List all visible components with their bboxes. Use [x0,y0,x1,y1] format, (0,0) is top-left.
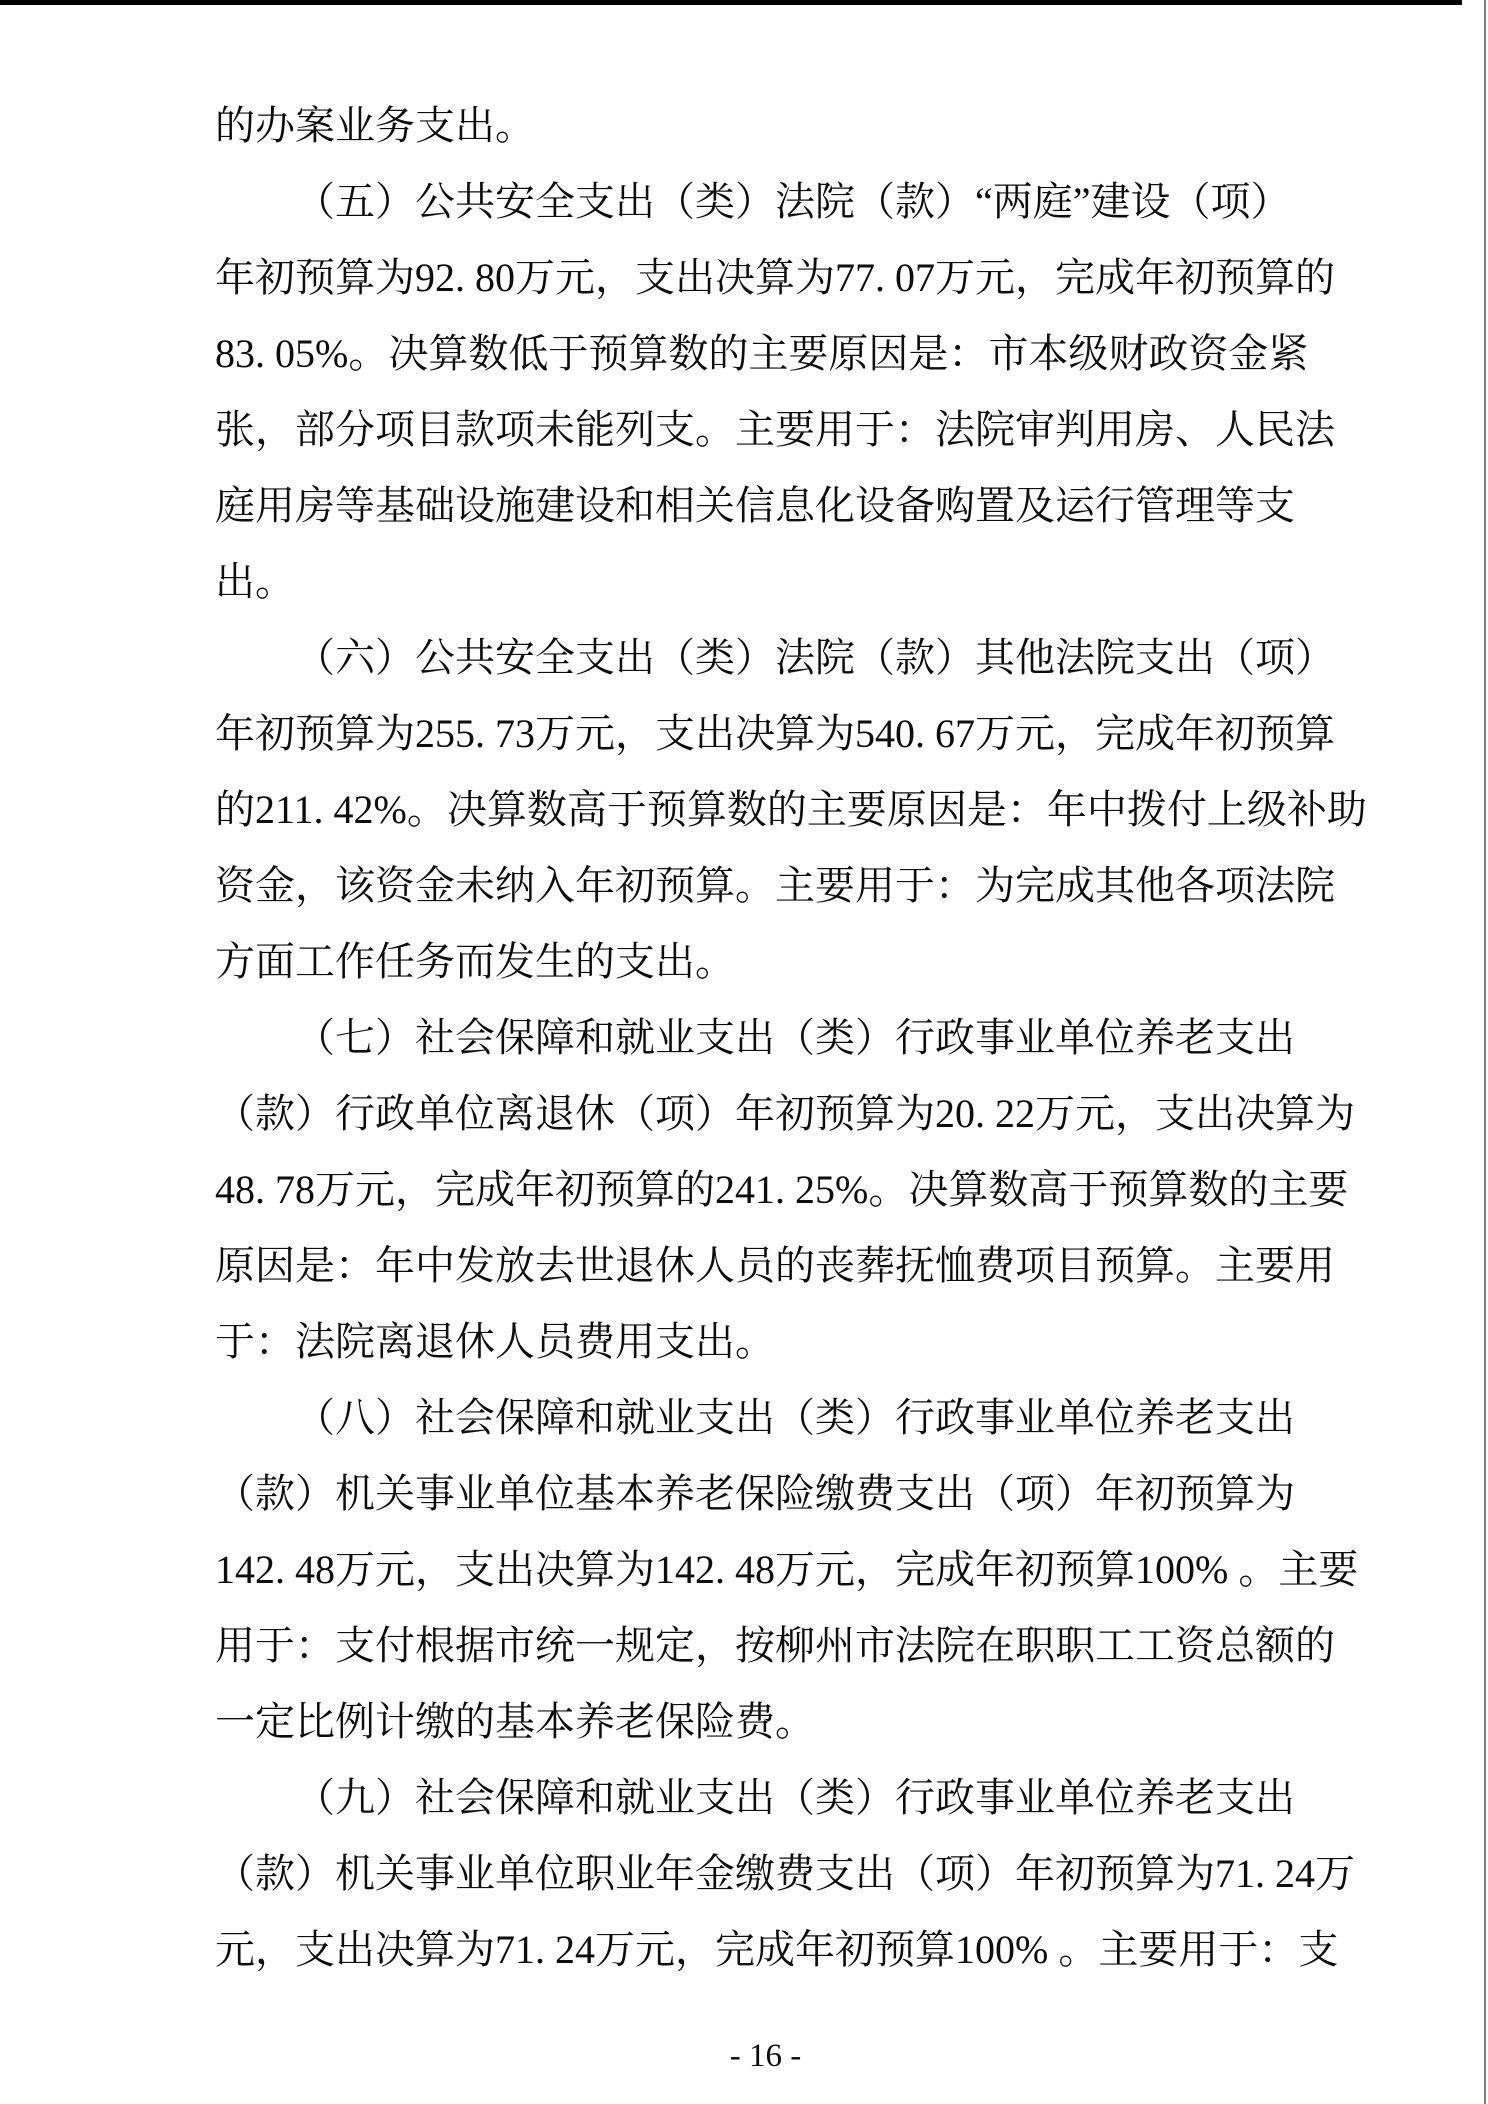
text-line: 48. 78万元，完成年初预算的241. 25%。决算数高于预算数的主要 [215,1167,1349,1212]
text-line: 方面工作任务而发生的支出。 [215,939,735,984]
text-line: 张，部分项目款项未能列支。主要用于：法院审判用房、人民法 [215,407,1335,452]
text-line: 元，支出决算为71. 24万元，完成年初预算100% 。主要用于：支 [215,1927,1339,1972]
scan-edge-right [1484,0,1486,2104]
text-line: 年初预算为255. 73万元，支出决算为540. 67万元，完成年初预算 [215,711,1335,756]
text-line: （款）机关事业单位职业年金缴费支出（项）年初预算为71. 24万 [215,1851,1355,1896]
document-body [215,88,1375,1988]
text-line: （五）公共安全支出（类）法院（款）“两庭”建设（项） [295,179,1291,224]
text-line: （款）行政单位离退休（项）年初预算为20. 22万元，支出决算为 [215,1091,1355,1136]
text-line: 142. 48万元，支出决算为142. 48万元，完成年初预算100% 。主要 [215,1547,1359,1592]
text-line: 的211. 42%。决算数高于预算数的主要原因是：年中拨付上级补助 [215,787,1367,832]
text-line: 原因是：年中发放去世退休人员的丧葬抚恤费项目预算。主要用 [215,1243,1335,1288]
text-line: （九）社会保障和就业支出（类）行政事业单位养老支出 [295,1775,1295,1820]
scan-edge-top [0,0,1462,5]
text-line: （六）公共安全支出（类）法院（款）其他法院支出（项） [295,635,1335,680]
text-line: （八）社会保障和就业支出（类）行政事业单位养老支出 [295,1395,1295,1440]
text-line: 出。 [215,559,295,604]
text-line: 的办案业务支出。 [215,103,535,148]
text-line: 庭用房等基础设施建设和相关信息化设备购置及运行管理等支 [215,483,1295,528]
text-line: 资金，该资金未纳入年初预算。主要用于：为完成其他各项法院 [215,863,1335,908]
text-line: 用于：支付根据市统一规定，按柳州市法院在职职工工资总额的 [215,1623,1335,1668]
text-line: 于：法院离退休人员费用支出。 [215,1319,775,1364]
text-line: 83. 05%。决算数低于预算数的主要原因是：市本级财政资金紧 [215,331,1309,376]
text-line: （七）社会保障和就业支出（类）行政事业单位养老支出 [295,1015,1295,1060]
text-line: 一定比例计缴的基本养老保险费。 [215,1699,815,1744]
text-line: （款）机关事业单位基本养老保险缴费支出（项）年初预算为 [215,1471,1295,1516]
page-number: - 16 - [729,2038,802,2074]
text-line: 年初预算为92. 80万元，支出决算为77. 07万元，完成年初预算的 [215,255,1335,300]
